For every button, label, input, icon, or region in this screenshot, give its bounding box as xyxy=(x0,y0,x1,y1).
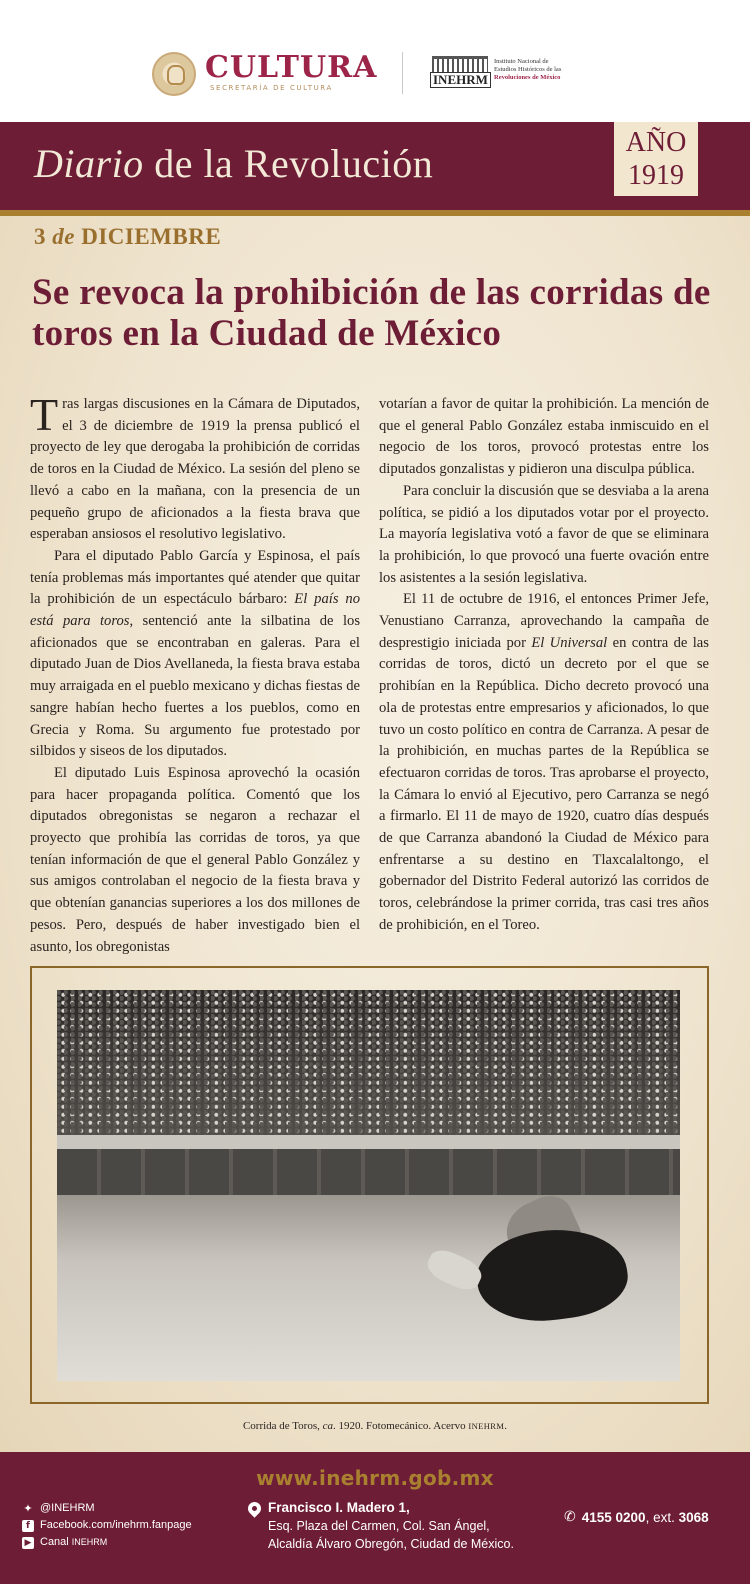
social-links xyxy=(22,1500,192,1551)
year-box xyxy=(614,122,698,196)
paragraph-text: El 11 de octubre de 1916, el entonces Primer Jefe, Venustiano Carranza, aprovechando la campaña de desprestigio iniciada por xyxy=(379,591,709,651)
article-column-left xyxy=(30,389,360,958)
article-headline: Se revoca la prohibición de las corridas de toros en la Ciudad de México xyxy=(32,272,711,354)
photo-barrier-cap xyxy=(57,1135,680,1149)
twitter-handle: @INEHRM xyxy=(40,1502,95,1514)
quote-italic: El país no está para toros xyxy=(30,591,360,630)
facebook-icon: f xyxy=(22,1520,34,1532)
photo-caption xyxy=(0,1420,750,1432)
phone-ext-label: , ext. xyxy=(645,1509,679,1525)
youtube-channel: INEHRM xyxy=(71,1537,108,1547)
drop-cap: T xyxy=(30,389,59,440)
caption-text: Corrida de Toros, xyxy=(242,1420,323,1432)
facebook-url: Facebook.com/inehrm.fanpage xyxy=(40,1519,192,1531)
caption-italic: ca xyxy=(322,1420,334,1432)
paragraph-text: Para el diputado Pablo García y Espinosa, el país tenía problemas más importantes qué atender que quitar la prohibición de un espectáculo bárbaro: xyxy=(30,547,360,608)
date-month: DICIEMBRE xyxy=(81,224,222,249)
paragraph-text: ras largas discusiones en la Cámara de Diputados, el 3 de diciembre de 1919 la prensa publicó el proyecto de ley que derogaba la prohibición de corridas de toros en la Ciudad de México. La sesión del pleno se llevó a cabo en la mañana, con la presencia de un pequeño grupo de aficionados a la fiesta brava que esperaban ansiosos el resolutivo legislativo. xyxy=(30,396,360,543)
website-link[interactable]: www.inehrm.gob.mx xyxy=(256,1466,494,1490)
year-value: 1919 xyxy=(628,160,684,191)
cultura-logo-text: CULTURA xyxy=(205,50,378,85)
article-date xyxy=(34,224,221,250)
inehrm-line-1: Instituto Nacional de xyxy=(494,58,549,65)
paragraph-text: en contra de las corridas de toros, dictó un decreto por el que se prohibían en la República. Dicho decreto provocó una ola de protestas entre empresarios y aficionados, lo que tuvo un costo político en contra de Carranza. A pesar de la prohibición, en muchas partes de la República se efectuaron corridas de toros. Tras aprobarse el proyecto, la Cámara lo envió al Ejecutivo, pero Carranza se negó a firmarlo. El 11 de mayo de 1920, cuatro días después de que Carranza abandonó la Ciudad de México para enfrentarse a su destino en Tlaxcalaltongo, el gobernador del Distrito Federal autorizó las corridos de toros, celebrándose la primer corrida, tras casi tres años de prohibición, en el Toreo. xyxy=(379,634,709,933)
facebook-link[interactable] xyxy=(22,1517,192,1534)
publication-title xyxy=(34,140,433,187)
address xyxy=(268,1499,514,1553)
article-column-right xyxy=(379,394,709,937)
caption-smallcaps: INEHRM xyxy=(468,1421,505,1431)
paragraph-text: , sentenció ante la silbatina de los aficionados que se encontraban en galeras. Para el diputado Juan de Dios Avellaneda, la fiesta brava estaba muy arraigada en el pueblo mexicano y dichas fiestas de sangre habían hecho fuertes a los pueblos, como en Grecia y Roma. Su argumento fue protestado por silbidos y siseos de los diputados. xyxy=(30,613,360,760)
phone-number: 4155 0200 xyxy=(581,1509,646,1525)
paragraph: votarían a favor de quitar la prohibición. La mención de que el general Pablo González estaba inmiscuido en el negocio de los toros, provocó protestas entre los diputados gonzalistas y pidieron una disculpa pública. xyxy=(379,396,709,478)
youtube-icon: ▶ xyxy=(22,1537,34,1549)
inehrm-logo-text xyxy=(494,58,561,82)
inehrm-line-2: Estudios Históricos de las xyxy=(494,66,562,73)
paragraph: El diputado Luis Espinosa aprovechó la ocasión para hacer propaganda política. Comentó que los diputados obregonistas se negaron a rechazar el proyecto que prohibía las corridas de toros, ya que tenían información de que el general Pablo González y sus amigos controlaban el negocio de la fiesta brava y que obtenían ganancias superiores a los dos millones de pesos. Pero, después de haber investigado bien el asunto, los obregonistas xyxy=(30,764,360,955)
caption-text: . xyxy=(504,1420,508,1432)
address-street: Francisco I. Madero 1, xyxy=(268,1500,410,1515)
paragraph xyxy=(379,589,709,936)
youtube-label: Canal xyxy=(40,1536,72,1548)
youtube-link[interactable] xyxy=(22,1534,192,1551)
title-rest: de la Revolución xyxy=(143,141,434,186)
inehrm-line-3: Revoluciones de México xyxy=(494,74,561,81)
phone-extension: 3068 xyxy=(678,1509,709,1525)
seal-icon xyxy=(152,52,196,96)
photo-crowd xyxy=(57,990,680,1150)
logo-divider xyxy=(402,52,403,94)
paragraph: Para concluir la discusión que se desviaba a la arena política, se pidió a los diputados votar por el proyecto. La mayoría legislativa votó a favor de que se eliminara la prohibición, lo que provocó una fuerte ovación entre los asistentes a la sesión legislativa. xyxy=(379,482,709,586)
twitter-link[interactable] xyxy=(22,1500,192,1517)
phone-contact[interactable] xyxy=(564,1509,709,1525)
paragraph xyxy=(30,546,360,763)
photo-barrier xyxy=(57,1140,680,1200)
inehrm-building-icon xyxy=(432,56,488,72)
date-de: de xyxy=(52,224,75,249)
inehrm-logo-mark: INEHRM xyxy=(430,72,491,88)
secretaria-text: SECRETARÍA DE CULTURA xyxy=(210,84,333,92)
paragraph xyxy=(30,389,360,546)
date-day: 3 xyxy=(34,224,46,249)
phone-icon: ✆ xyxy=(564,1509,576,1525)
title-italic: Diario xyxy=(34,141,144,186)
address-line-3: Alcaldía Álvaro Obregón, Ciudad de México. xyxy=(268,1537,514,1551)
newspaper-name-italic: El Universal xyxy=(531,634,608,651)
bullfight-photo xyxy=(57,990,680,1381)
twitter-icon: ✦ xyxy=(23,1501,33,1515)
year-label: AÑO xyxy=(625,127,687,158)
caption-text: . 1920. Fotomecánico. Acervo xyxy=(333,1420,469,1432)
address-line-2: Esq. Plaza del Carmen, Col. San Ángel, xyxy=(268,1519,490,1533)
